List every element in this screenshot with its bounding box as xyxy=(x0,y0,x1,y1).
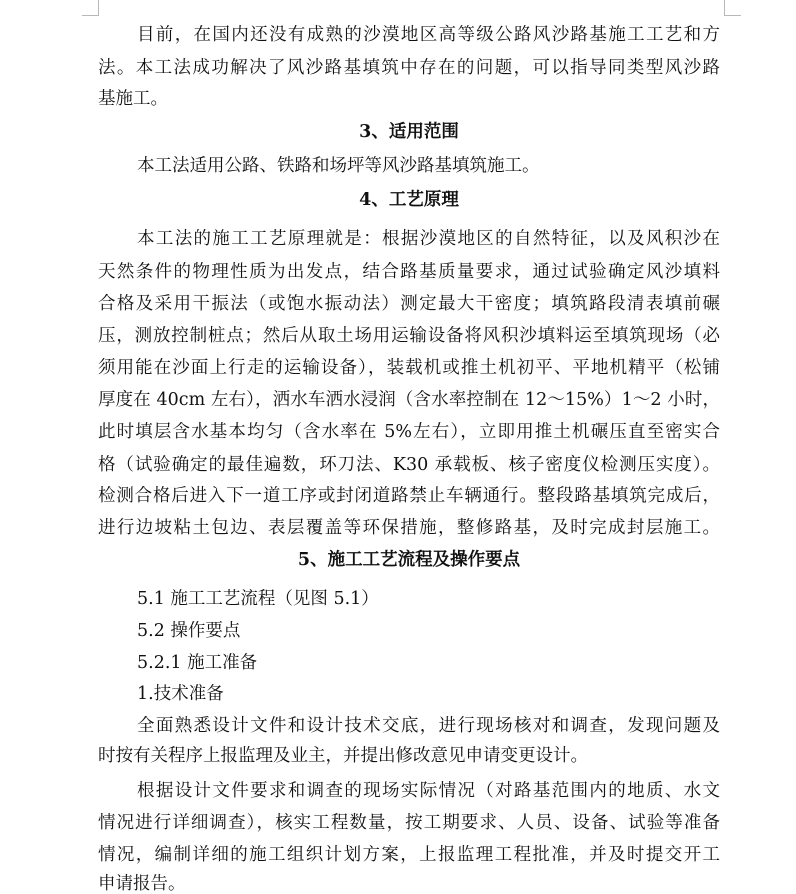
list-item: 5.2.1 施工准备 xyxy=(137,653,258,673)
crop-mark-left-horizontal xyxy=(82,15,99,16)
list-item: 5.1 施工工艺流程（见图 5.1） xyxy=(137,589,379,609)
crop-mark-left xyxy=(98,0,99,16)
paragraph-line: 情况，编制详细的施工组织计划方案，上报监理工程批准，并及时提交开工 xyxy=(98,845,720,865)
paragraph-line: 进行边坡粘土包边、表层覆盖等环保措施，整修路基，及时完成封层施工。 xyxy=(98,518,720,538)
paragraph-line: 时按有关程序上报监理及业主，并提出修改意见申请变更设计。 xyxy=(98,746,588,766)
paragraph-line: 根据设计文件要求和调查的现场实际情况（对路基范围内的地质、水文 xyxy=(137,781,720,801)
paragraph-line: 压，测放控制桩点；然后从取土场用运输设备将风积沙填料运至填筑现场（必 xyxy=(98,326,720,346)
paragraph-line: 合格及采用干振法（或饱水振动法）测定最大干密度；填筑路段清表填前碾 xyxy=(98,294,720,314)
list-item: 1.技术准备 xyxy=(137,684,224,704)
paragraph-line: 须用能在沙面上行走的运输设备），装载机或推土机初平、平地机精平（松铺 xyxy=(98,358,720,378)
section-heading: 3、适用范围 xyxy=(359,122,459,142)
paragraph-line: 厚度在 40cm 左右），洒水车洒水浸润（含水率控制在 12～15%）1～2 小时， xyxy=(98,390,720,410)
paragraph-line: 检测合格后进入下一道工序或封闭道路禁止车辆通行。整段路基填筑完成后， xyxy=(98,486,720,506)
crop-mark-right-horizontal xyxy=(724,15,741,16)
paragraph-line: 本工法的施工工艺原理就是：根据沙漠地区的自然特征，以及风积沙在 xyxy=(137,229,720,249)
section-heading: 4、工艺原理 xyxy=(359,190,459,210)
paragraph-line: 申请报告。 xyxy=(98,874,186,894)
paragraph-line: 基施工。 xyxy=(98,89,168,109)
paragraph-line: 格（试验确定的最佳遍数，环刀法、K30 承载板、核子密度仪检测压实度）。 xyxy=(98,455,720,475)
section-heading: 5、施工工艺流程及操作要点 xyxy=(297,550,521,570)
paragraph-line: 法。本工法成功解决了风沙路基填筑中存在的问题，可以指导同类型风沙路 xyxy=(98,58,720,78)
paragraph-line: 此时填层含水基本均匀（含水率在 5%左右），立即用推土机碾压直至密实合 xyxy=(98,422,720,442)
paragraph-line: 本工法适用公路、铁路和场坪等风沙路基填筑施工。 xyxy=(137,156,540,176)
list-item: 5.2 操作要点 xyxy=(137,621,241,641)
paragraph-line: 全面熟悉设计文件和设计技术交底，进行现场核对和调查，发现问题及 xyxy=(137,716,720,736)
paragraph-line: 情况进行详细调查），核实工程数量，按工期要求、人员、设备、试验等准备 xyxy=(98,813,720,833)
paragraph-line: 天然条件的物理性质为出发点，结合路基质量要求，通过试验确定风沙填料 xyxy=(98,262,720,282)
paragraph-line: 目前，在国内还没有成熟的沙漠地区高等级公路风沙路基施工工艺和方 xyxy=(137,25,720,45)
crop-mark-right xyxy=(724,0,725,16)
